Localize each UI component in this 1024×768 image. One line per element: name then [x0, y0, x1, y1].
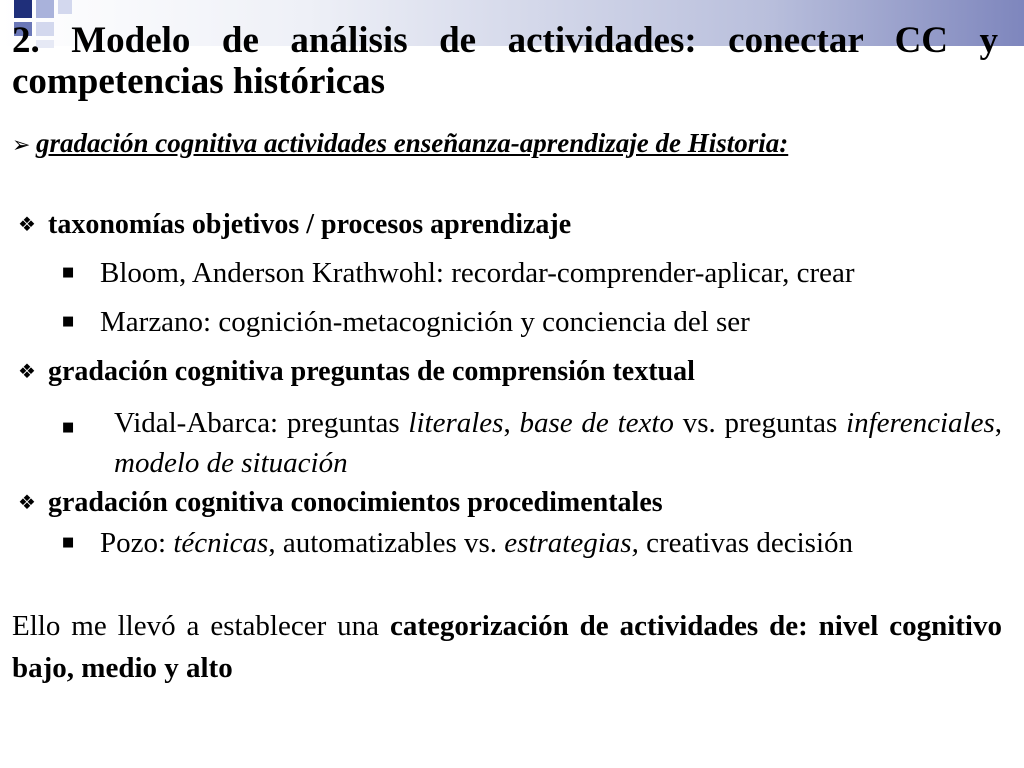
list-item-text: Marzano: cognición-metacognición y conciencia del ser: [100, 306, 750, 338]
square-bullet-icon: ■: [62, 314, 75, 329]
section-heading-1: [18, 207, 571, 242]
slide-subtitle: [12, 126, 1002, 163]
section-heading-text: gradación cognitiva conocimientos procedimentales: [48, 487, 663, 518]
square-bullet-icon: ■: [62, 535, 75, 550]
slide-title: 2. Modelo de análisis de actividades: conectar CC y competencias históricas: [12, 20, 998, 102]
diamond-bullet-icon: ❖: [18, 212, 36, 236]
list-item-text: Vidal-Abarca: preguntas literales, base de texto vs. preguntas inferenciales, modelo de situación: [114, 407, 1003, 479]
list-item: [62, 256, 855, 290]
arrow-bullet-icon: ➢: [12, 133, 31, 158]
subtitle-text: gradación cognitiva actividades enseñanza-aprendizaje de Historia:: [36, 128, 789, 158]
section-heading-2: [18, 354, 695, 389]
list-item: [62, 403, 1002, 483]
list-item: [62, 305, 750, 339]
section-heading-text: taxonomías objetivos / procesos aprendizaje: [48, 209, 572, 240]
square-bullet-icon: ■: [62, 420, 75, 435]
section-heading-3: [18, 485, 663, 520]
conclusion-paragraph: Ello me llevó a establecer una categorización de actividades de: nivel cognitivo bajo, medio y alto: [12, 610, 1002, 684]
diamond-bullet-icon: ❖: [18, 490, 36, 514]
list-item-text: Bloom, Anderson Krathwohl: recordar-comprender-aplicar, crear: [100, 257, 855, 289]
list-item: [62, 526, 853, 560]
section-heading-text: gradación cognitiva preguntas de comprensión textual: [48, 356, 695, 387]
list-item-text: Pozo: técnicas, automatizables vs. estrategias, creativas decisión: [100, 527, 854, 559]
diamond-bullet-icon: ❖: [18, 359, 36, 383]
square-bullet-icon: ■: [62, 265, 75, 280]
